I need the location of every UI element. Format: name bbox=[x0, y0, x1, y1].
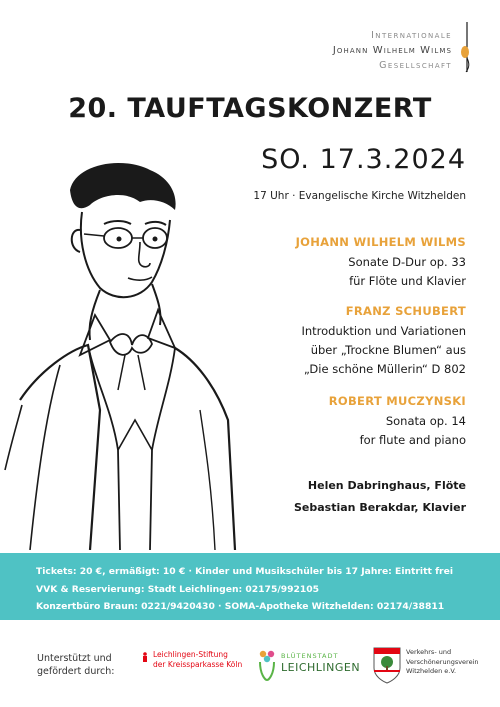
work-line: Sonata op. 14 bbox=[385, 414, 466, 428]
ticket-info-line: VVK & Reservierung: Stadt Leichlingen: 02175/992105 bbox=[36, 583, 320, 595]
support-label-line: gefördert durch: bbox=[37, 666, 115, 677]
vvv-line: Witzhelden e.V. bbox=[406, 667, 457, 675]
performer: Sebastian Berakdar, Klavier bbox=[293, 501, 466, 514]
work-line: über „Trockne Blumen“ aus bbox=[310, 343, 466, 357]
quill-logo-icon bbox=[460, 20, 474, 74]
program-item bbox=[329, 394, 466, 450]
work-line: „Die schöne Müllerin“ D 802 bbox=[303, 362, 466, 376]
concert-venue: 17 Uhr · Evangelische Kirche Witzhelden bbox=[253, 190, 466, 202]
vvv-coat-of-arms-icon bbox=[372, 646, 402, 684]
vvv-line: Verschönerungsverein bbox=[406, 657, 479, 666]
composer-name: JOHANN WILHELM WILMS bbox=[295, 235, 466, 249]
bluetenstadt-logo bbox=[256, 648, 361, 688]
support-label-line: Unterstützt und bbox=[37, 653, 112, 664]
work-line: Introduktion und Variationen bbox=[301, 324, 466, 338]
sparkasse-logo-icon bbox=[140, 652, 150, 662]
vvv-logo bbox=[406, 648, 479, 677]
sparkasse-line: Leichlingen-Stiftung bbox=[153, 650, 228, 659]
work-line: Sonate D-Dur op. 33 bbox=[348, 255, 466, 269]
flower-logo-icon bbox=[256, 648, 278, 682]
vvv-line: Verkehrs- und bbox=[406, 648, 452, 656]
program-item bbox=[296, 235, 466, 291]
composer-name: FRANZ SCHUBERT bbox=[345, 304, 466, 318]
ticket-info-line: Tickets: 20 €, ermäßigt: 10 € · Kinder und Musikschüler bis 17 Jahre: Eintritt frei bbox=[36, 566, 453, 577]
work-line: für Flöte und Klavier bbox=[349, 274, 466, 288]
ticket-info-band bbox=[0, 553, 500, 620]
sparkasse-logo bbox=[153, 650, 242, 670]
org-line-3: Gesellschaft bbox=[379, 60, 452, 71]
organization-name bbox=[333, 28, 452, 73]
composer-name: ROBERT MUCZYNSKI bbox=[328, 394, 466, 408]
concert-title: 20. TAUFTAGSKONZERT bbox=[68, 93, 432, 124]
org-line-2: Johann Wilhelm Wilms bbox=[332, 45, 452, 56]
program-item bbox=[301, 304, 466, 379]
sponsors-footer bbox=[0, 630, 500, 707]
org-line-1: Internationale bbox=[371, 30, 452, 41]
sparkasse-line: der Kreissparkasse Köln bbox=[153, 660, 243, 669]
composer-portrait bbox=[0, 150, 240, 550]
performer: Helen Dabringhaus, Flöte bbox=[307, 479, 466, 492]
concert-date: SO. 17.3.2024 bbox=[261, 144, 466, 175]
ticket-info-line: Konzertbüro Braun: 0221/9420430 · SOMA-Apotheke Witzhelden: 02174/38811 bbox=[36, 601, 445, 612]
bluetenstadt-bottom: LEICHLINGEN bbox=[281, 661, 361, 674]
bluetenstadt-top: BLÜTENSTADT bbox=[281, 652, 339, 660]
performers bbox=[294, 475, 466, 519]
work-line: for flute and piano bbox=[359, 433, 466, 447]
support-label bbox=[37, 652, 115, 678]
